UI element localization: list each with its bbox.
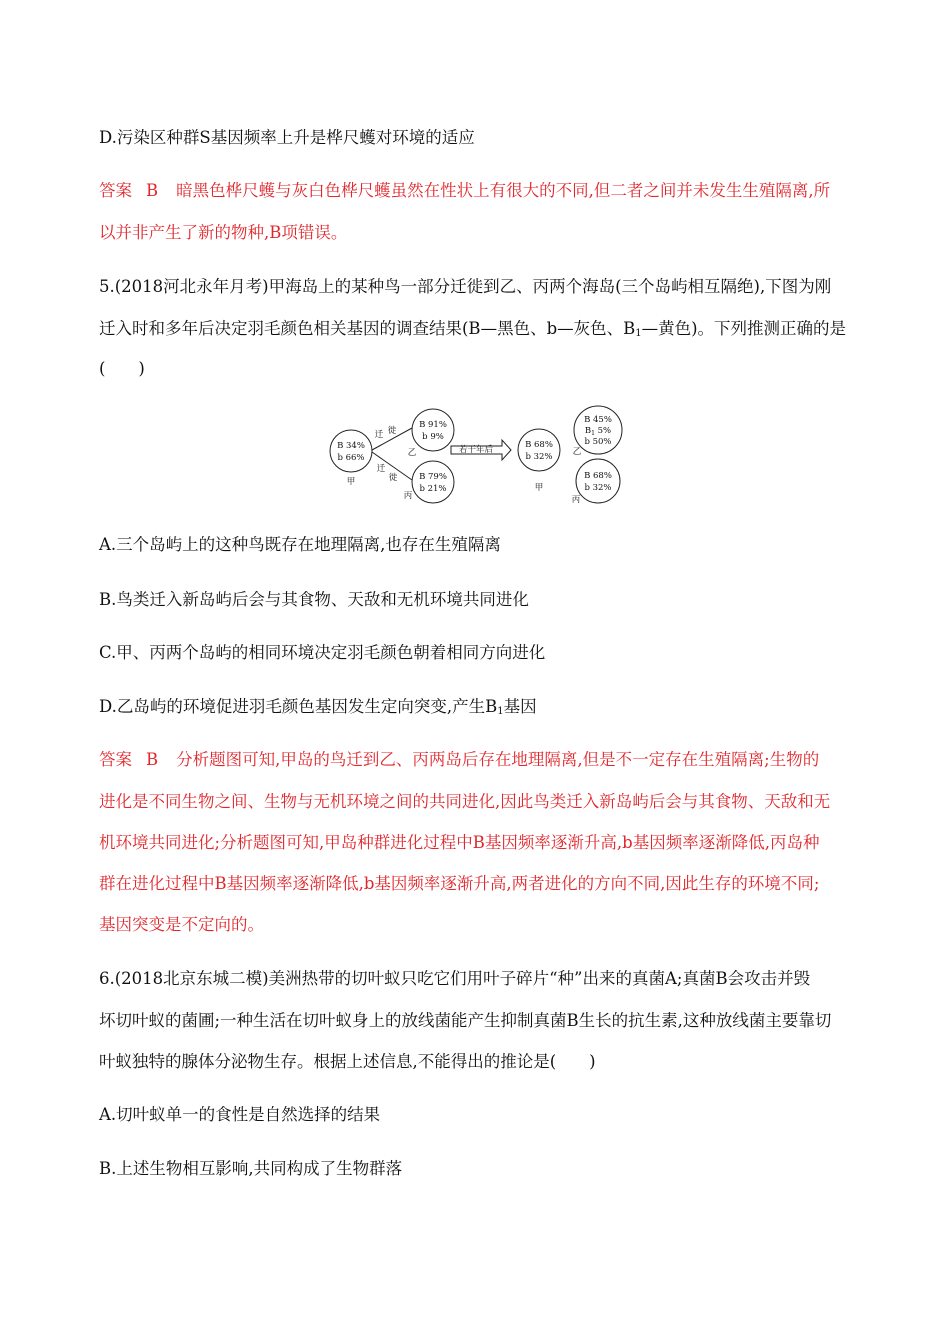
bing-after-circle bbox=[576, 459, 620, 503]
answer-label: 答案 bbox=[99, 750, 132, 769]
bing-after-lowb: b 32% bbox=[584, 483, 612, 493]
migrate-upper-char-1: 迁 bbox=[374, 430, 384, 440]
q5-stem-line-2 bbox=[99, 318, 846, 345]
jia-before-lowb: b 66% bbox=[337, 453, 365, 463]
q6-stem-line-2: 坏切叶蚁的菌圃;一种生活在切叶蚁身上的放线菌能产生抑制真菌B生长的抗生素,这种放线菌主要靠切 bbox=[99, 1011, 832, 1030]
q5-option-b: B.鸟类迁入新岛屿后会与其食物、天敌和无机环境共同进化 bbox=[99, 590, 529, 609]
bing-before-b: B 79% bbox=[419, 472, 447, 482]
q6-stem-line-3: 叶蚁独特的腺体分泌物生存。根据上述信息,不能得出的推论是( ) bbox=[99, 1052, 596, 1071]
q5-stem-text-2: —黄色)。下列推测正确的是 bbox=[641, 319, 847, 338]
yi-before-lowb: b 9% bbox=[422, 432, 444, 442]
q5-option-d-text-2: 基因 bbox=[503, 697, 537, 716]
q5-stem-line-1: 5.(2018河北永年月考)甲海岛上的某种鸟一部分迁徙到乙、丙两个海岛(三个岛屿相互隔绝),下图为刚 bbox=[99, 277, 832, 296]
bing-after-label: 丙 bbox=[571, 495, 581, 505]
answer-key: B bbox=[146, 750, 159, 769]
q6-option-a: A.切叶蚁单一的食性是自然选择的结果 bbox=[99, 1105, 381, 1124]
q4-option-d: D.污染区种群S基因频率上升是桦尺蠖对环境的适应 bbox=[99, 128, 475, 147]
answer-label: 答案 bbox=[99, 181, 132, 200]
q4-answer-line-1 bbox=[99, 180, 830, 202]
q6-stem-line-1: 6.(2018北京东城二模)美洲热带的切叶蚁只吃它们用叶子碎片“种”出来的真菌A;真菌B会攻击并毁 bbox=[99, 969, 811, 988]
yi-before-b: B 91% bbox=[419, 420, 447, 430]
q5-option-a: A.三个岛屿上的这种鸟既存在地理隔离,也存在生殖隔离 bbox=[99, 535, 501, 554]
yi-before-label: 乙 bbox=[407, 448, 417, 458]
gene-frequency-diagram bbox=[326, 402, 626, 506]
yi-after-b1: $B_1$ 5% bbox=[584, 426, 612, 437]
q5-option-c: C.甲、丙两个岛屿的相同环境决定羽毛颜色朝着相同方向进化 bbox=[99, 643, 546, 662]
q5-answer-line-1 bbox=[99, 749, 819, 771]
q5-answer-line-2: 进化是不同生物之间、生物与无机环境之间的共同进化,因此鸟类迁入新岛屿后会与其食物、天敌和无 bbox=[99, 792, 831, 811]
answer-text: 分析题图可知,甲岛的鸟迁到乙、丙两岛后存在地理隔离,但是不一定存在生殖隔离;生物的 bbox=[176, 750, 820, 769]
bing-before-circle bbox=[412, 461, 454, 503]
subscript: 1 bbox=[497, 706, 504, 717]
subscript: 1 bbox=[635, 328, 642, 339]
jia-after-circle bbox=[518, 429, 560, 471]
migrate-lower-char-2: 徙 bbox=[388, 473, 398, 483]
q5-answer-line-3: 机环境共同进化;分析题图可知,甲岛种群进化过程中B基因频率逐渐升高,b基因频率逐渐降低,丙岛种 bbox=[99, 833, 820, 852]
answer-text: 暗黑色桦尺蠖与灰白色桦尺蠖虽然在性状上有很大的不同,但二者之间并未发生生殖隔离,所 bbox=[176, 181, 831, 200]
yi-after-b: B 45% bbox=[584, 415, 612, 425]
jia-after-lowb: b 32% bbox=[525, 452, 553, 462]
q5-option-d-text: D.乙岛屿的环境促进羽毛颜色基因发生定向突变,产生B bbox=[99, 697, 498, 716]
jia-after-b: B 68% bbox=[525, 440, 553, 450]
bing-before-label: 丙 bbox=[403, 491, 413, 501]
q6-option-b: B.上述生物相互影响,共同构成了生物群落 bbox=[99, 1159, 403, 1178]
bing-after-b: B 68% bbox=[584, 471, 612, 481]
q5-stem-line-3: ( ) bbox=[99, 359, 145, 378]
jia-before-circle bbox=[330, 430, 372, 472]
yi-after-lowb: b 50% bbox=[584, 437, 612, 447]
yi-after-label: 乙 bbox=[572, 447, 582, 457]
bing-before-lowb: b 21% bbox=[419, 484, 447, 494]
q5-answer-line-5: 基因突变是不定向的。 bbox=[99, 915, 264, 934]
q5-answer-line-4: 群在进化过程中B基因频率逐渐降低,b基因频率逐渐升高,两者进化的方向不同,因此生存的环境不同; bbox=[99, 874, 820, 893]
migrate-lower-char-1: 迁 bbox=[376, 464, 386, 474]
jia-after-label: 甲 bbox=[534, 483, 544, 493]
yi-before-circle bbox=[412, 409, 454, 451]
arrow-label: 若干年后 bbox=[458, 445, 494, 455]
jia-before-b: B 34% bbox=[337, 441, 365, 451]
jia-before-label: 甲 bbox=[346, 477, 356, 487]
q5-option-d bbox=[99, 696, 537, 723]
q4-answer-line-2: 以并非产生了新的物种,B项错误。 bbox=[99, 223, 348, 242]
migrate-upper-char-2: 徙 bbox=[387, 426, 397, 436]
answer-key: B bbox=[146, 181, 159, 200]
q5-stem-text: 迁入时和多年后决定羽毛颜色相关基因的调查结果(B—黑色、b—灰色、B bbox=[99, 319, 636, 338]
